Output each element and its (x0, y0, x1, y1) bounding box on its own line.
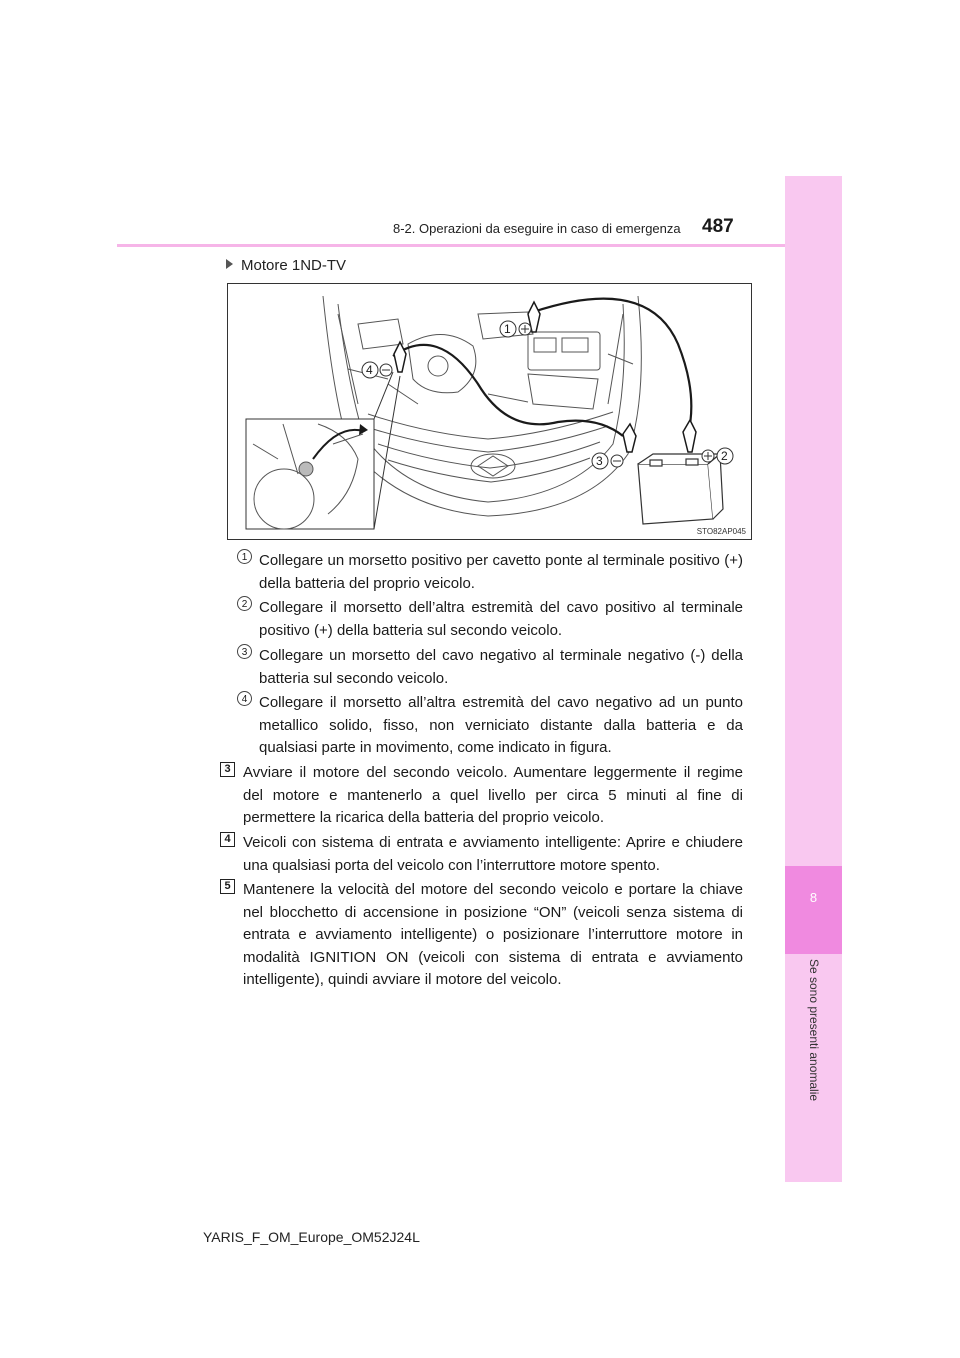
step-number: 3 (220, 762, 235, 777)
substep-number: 1 (237, 549, 252, 564)
step-number: 5 (220, 879, 235, 894)
substep-text: Collegare il morsetto dell’altra estremità del cavo positivo al terminale positivo (+) della batteria sul secondo veicolo. (259, 599, 743, 639)
section-label (226, 257, 346, 274)
substep-number: 3 (237, 644, 252, 659)
chapter-tab (785, 866, 842, 954)
header-rule (117, 244, 785, 247)
callout-4: 4 (366, 363, 373, 377)
substep-text: Collegare il morsetto all’altra estremità del cavo negativo ad un punto metallico solido, fisso, non verniciato distante dalla batteria e da qualsiasi parte in movimento, come indicato in figura. (259, 694, 743, 756)
substep-text: Collegare un morsetto del cavo negativo al terminale negativo (-) della batteria sul secondo veicolo. (259, 647, 743, 687)
callout-3: 3 (596, 454, 603, 468)
figure-code: STO82AP045 (696, 527, 746, 536)
substep-number: 2 (237, 596, 252, 611)
chapter-title: Se sono presenti anomalie (807, 958, 821, 1102)
page-number: 487 (702, 216, 734, 237)
jump-start-diagram (228, 284, 752, 540)
step-number: 4 (220, 832, 235, 847)
triangle-bullet-icon (226, 259, 233, 269)
substep-number: 4 (237, 691, 252, 706)
chapter-number: 8 (809, 890, 818, 905)
step-text: Avviare il motore del secondo veicolo. Aumentare leggermente il regime del motore e mantenerlo a quel livello per circa 5 minuti al fine di permettere la ricarica della batteria del proprio veicolo. (243, 764, 743, 826)
engine-illustration (227, 283, 752, 540)
section-label-text: Motore 1ND-TV (241, 257, 347, 274)
document-footer: YARIS_F_OM_Europe_OM52J24L (203, 1229, 420, 1245)
step-text: Mantenere la velocità del motore del secondo veicolo e portare la chiave nel blocchetto di accensione in posizione “ON” (veicoli senza sistema di entrata e avviamento intelligente) o posizionare l’interruttore motore in modalità IGNITION ON (veicoli con sistema di entrata e avviamento intelligente), quindi avviare il motore del veicolo. (243, 881, 743, 988)
step-text: Veicoli con sistema di entrata e avviamento intelligente: Aprire e chiudere una qualsiasi porta del veicolo con l’interruttore motore spento. (243, 834, 743, 874)
callout-2: 2 (721, 449, 728, 463)
section-header: 8-2. Operazioni da eseguire in caso di emergenza (393, 221, 681, 236)
substep-text: Collegare un morsetto positivo per cavetto ponte al terminale positivo (+) della batteria del proprio veicolo. (259, 552, 743, 592)
callout-1: 1 (504, 322, 511, 336)
